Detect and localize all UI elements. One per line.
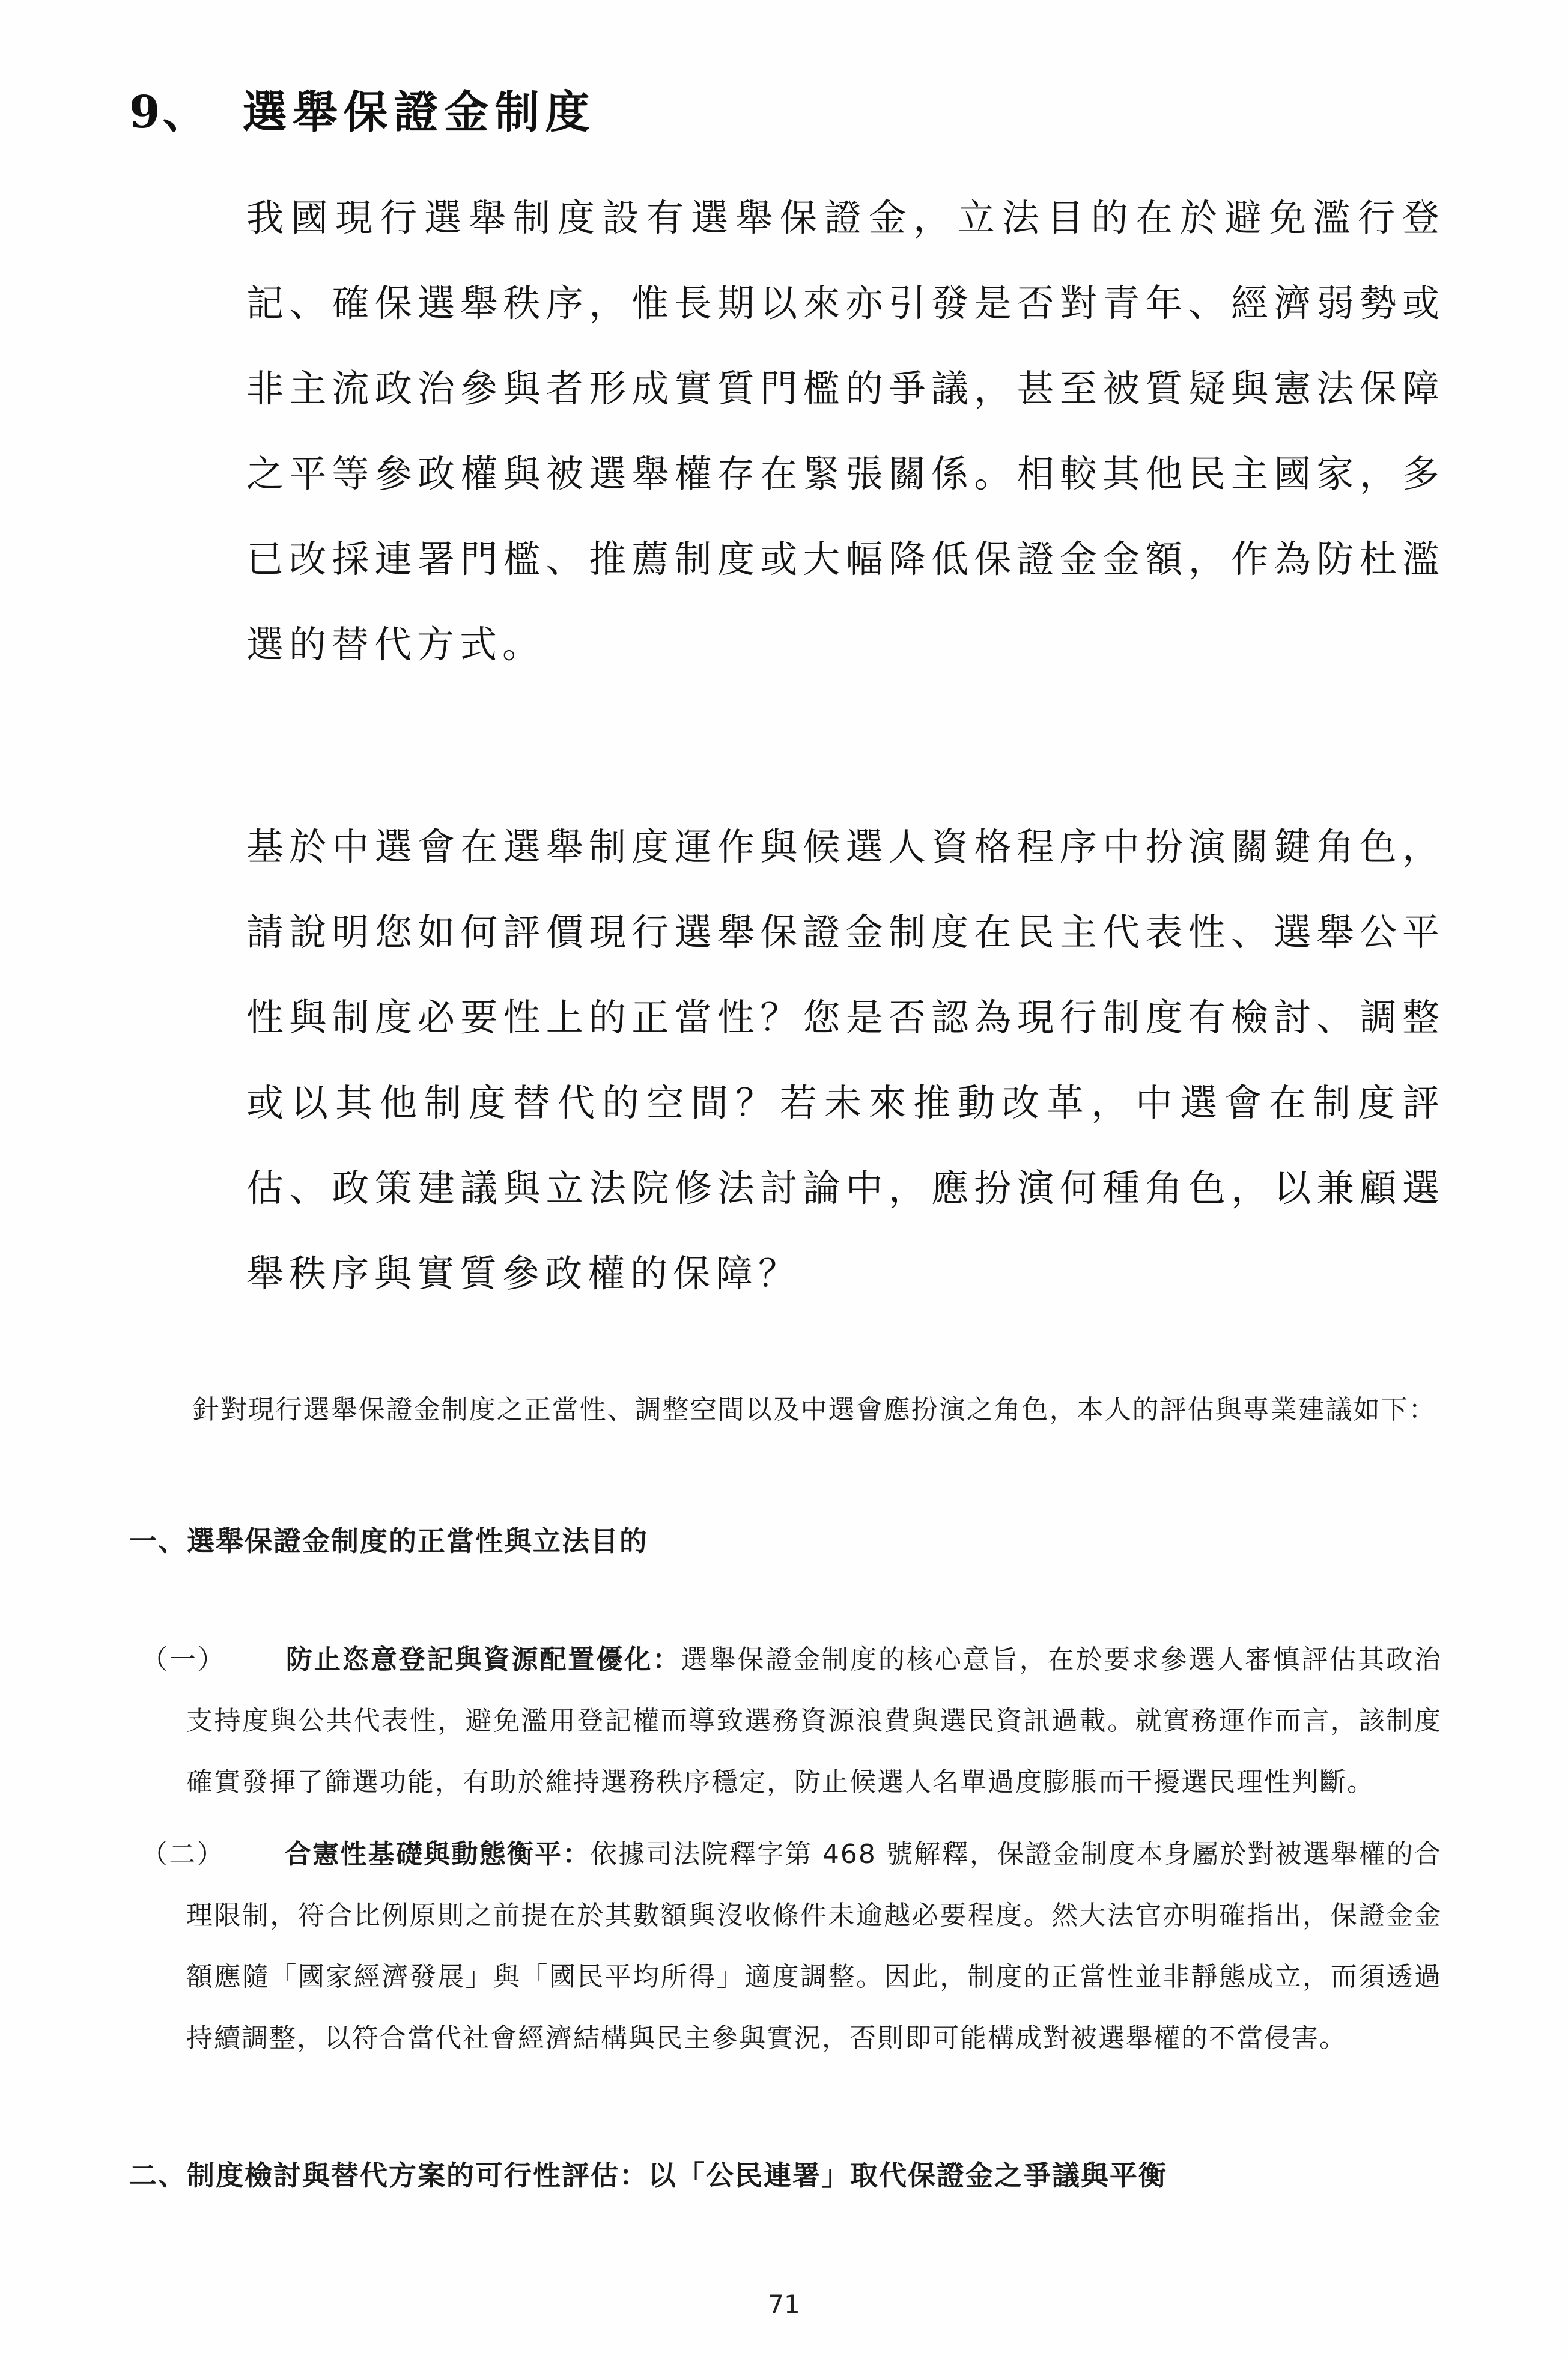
list-item-1-body: 選舉保證金制度的核心意旨，在於要求參選人審慎評估其政治支持度與公共代表性，避免濫用登記權而導致選務資源浪費與選民資訊過載。就實務運作而言，該制度確實發揮了篩選功能，有助於維持選務秩序穩定，防止候選人名單過度膨脹而干擾選民理性判斷。 (186, 1644, 1442, 1797)
question-paragraph-1: 我國現行選舉制度設有選舉保證金，立法目的在於避免濫行登記、確保選舉秩序，惟長期以來亦引發是否對青年、經濟弱勢或非主流政治參與者形成實質門檻的爭議，甚至被質疑與憲法保障之平等參政權與被選舉權存在緊張關係。相較其他民主國家，多已改採連署門檻、推薦制度或大幅降低保證金金額，作為防杜濫選的替代方式。 (246, 196, 1445, 666)
section-1-heading: 一、選舉保證金制度的正當性與立法目的 (129, 1525, 648, 1557)
page-number: 71 (768, 2290, 800, 2319)
list-item-1-title: 防止恣意登記與資源配置優化： (285, 1644, 681, 1675)
list-item-1 (129, 1629, 1442, 1813)
list-item-1-marker: （一） (141, 1644, 226, 1675)
answer-section (129, 1385, 1442, 2195)
list-item-2-body: 依據司法院釋字第 468 號解釋，保證金制度本身屬於對被選舉權的合理限制，符合比例原則之前提在於其數額與沒收條件未逾越必要程度。然大法官亦明確指出，保證金金額應隨「國家經濟發展」與「國民平均所得」適度調整。因此，制度的正當性並非靜態成立，而須透過持續調整，以符合當代社會經濟結構與民主參與實況，否則即可能構成對被選舉權的不當侵害。 (186, 1839, 1442, 2053)
list-item-2-marker: （二） (141, 1839, 225, 1870)
question-title: 選舉保證金制度 (242, 87, 596, 138)
section-2-heading: 二、制度檢討與替代方案的可行性評估：以「公民連署」取代保證金之爭議與平衡 (129, 2159, 1167, 2192)
question-title-row (129, 77, 1442, 141)
question-paragraph-2: 基於中選會在選舉制度運作與候選人資格程序中扮演關鍵角色，請說明您如何評價現行選舉保證金制度在民主代表性、選舉公平性與制度必要性上的正當性？您是否認為現行制度有檢討、調整或以其他制度替代的空間？若未來推動改革，中選會在制度評估、政策建議與立法院修法討論中，應扮演何種角色，以兼顧選舉秩序與實質參政權的保障？ (246, 825, 1445, 1295)
list-item-2 (129, 1824, 1442, 2069)
list-item-2-title: 合憲性基礎與動態衡平： (284, 1839, 591, 1870)
question-number: 9、 (129, 87, 210, 138)
answer-intro: 針對現行選舉保證金制度之正當性、調整空間以及中選會應扮演之角色，本人的評估與專業建議如下： (192, 1394, 1436, 1425)
